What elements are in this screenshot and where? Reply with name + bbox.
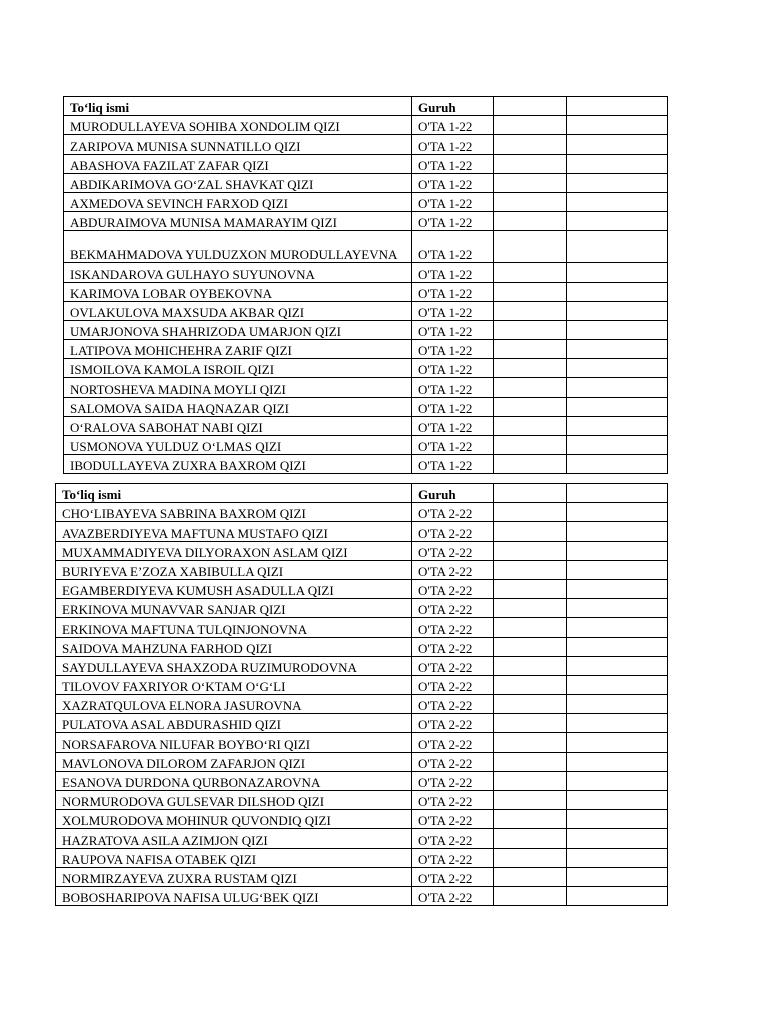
table-row bbox=[56, 695, 668, 714]
cell-empty bbox=[494, 522, 567, 541]
cell-group: O'TA 1-22 bbox=[412, 282, 494, 301]
cell-empty bbox=[494, 867, 567, 886]
cell-group: O'TA 2-22 bbox=[412, 637, 494, 656]
cell-full-name: USMONOVA YULDUZ O‘LMAS QIZI bbox=[64, 436, 412, 455]
cell-empty bbox=[567, 752, 668, 771]
cell-group: O'TA 2-22 bbox=[412, 656, 494, 675]
cell-empty bbox=[494, 791, 567, 810]
cell-empty bbox=[494, 541, 567, 560]
cell-full-name: PULATOVA ASAL ABDURASHID QIZI bbox=[56, 714, 412, 733]
cell-group: O'TA 2-22 bbox=[412, 829, 494, 848]
cell-empty bbox=[494, 455, 567, 474]
table-row bbox=[56, 714, 668, 733]
cell-empty bbox=[567, 599, 668, 618]
cell-empty bbox=[567, 829, 668, 848]
cell-group: O'TA 2-22 bbox=[412, 579, 494, 598]
cell-empty bbox=[567, 135, 668, 154]
table-row bbox=[64, 436, 668, 455]
cell-empty bbox=[494, 416, 567, 435]
cell-group: O'TA 1-22 bbox=[412, 212, 494, 231]
table-row bbox=[56, 886, 668, 905]
cell-full-name: NORMIRZAYEVA ZUXRA RUSTAM QIZI bbox=[56, 867, 412, 886]
cell-empty bbox=[567, 320, 668, 339]
cell-empty bbox=[494, 618, 567, 637]
cell-full-name: ABDURAIMOVA MUNISA MAMARAYIM QIZI bbox=[64, 212, 412, 231]
cell-empty bbox=[567, 340, 668, 359]
table-row bbox=[64, 301, 668, 320]
cell-empty bbox=[494, 282, 567, 301]
cell-group: O'TA 2-22 bbox=[412, 695, 494, 714]
table-row bbox=[56, 733, 668, 752]
cell-full-name: MURODULLAYEVA SOHIBA XONDOLIM QIZI bbox=[64, 116, 412, 135]
table-row bbox=[56, 771, 668, 790]
cell-empty bbox=[494, 154, 567, 173]
table-row bbox=[56, 503, 668, 522]
table-row bbox=[64, 340, 668, 359]
cell-empty bbox=[567, 522, 668, 541]
cell-empty bbox=[494, 97, 567, 116]
table-row bbox=[56, 867, 668, 886]
cell-empty bbox=[567, 212, 668, 231]
cell-empty bbox=[567, 263, 668, 282]
table-row bbox=[64, 416, 668, 435]
column-header-name: To‘liq ismi bbox=[64, 97, 412, 116]
cell-empty bbox=[494, 212, 567, 231]
cell-empty bbox=[494, 810, 567, 829]
cell-full-name: SALOMOVA SAIDA HAQNAZAR QIZI bbox=[64, 397, 412, 416]
cell-full-name: O‘RALOVA SABOHAT NABI QIZI bbox=[64, 416, 412, 435]
cell-full-name: NORMURODOVA GULSEVAR DILSHOD QIZI bbox=[56, 791, 412, 810]
table-row bbox=[56, 810, 668, 829]
cell-empty bbox=[567, 154, 668, 173]
cell-group: O'TA 2-22 bbox=[412, 886, 494, 905]
cell-group: O'TA 2-22 bbox=[412, 771, 494, 790]
table-header-row bbox=[56, 484, 668, 503]
cell-group: O'TA 2-22 bbox=[412, 867, 494, 886]
cell-group: O'TA 2-22 bbox=[412, 599, 494, 618]
table-row bbox=[56, 848, 668, 867]
cell-group: O'TA 1-22 bbox=[412, 116, 494, 135]
table-row bbox=[64, 359, 668, 378]
cell-empty bbox=[494, 231, 567, 263]
cell-empty bbox=[567, 867, 668, 886]
table-row bbox=[56, 752, 668, 771]
table-row bbox=[56, 656, 668, 675]
cell-empty bbox=[567, 192, 668, 211]
cell-empty bbox=[567, 560, 668, 579]
table-row bbox=[64, 192, 668, 211]
table-row bbox=[64, 263, 668, 282]
cell-empty bbox=[567, 618, 668, 637]
cell-full-name: XOLMURODOVA MOHINUR QUVONDIQ QIZI bbox=[56, 810, 412, 829]
table-row bbox=[64, 116, 668, 135]
cell-full-name: MAVLONOVA DILOROM ZAFARJON QIZI bbox=[56, 752, 412, 771]
cell-full-name: ERKINOVA MUNAVVAR SANJAR QIZI bbox=[56, 599, 412, 618]
cell-empty bbox=[567, 733, 668, 752]
table-row bbox=[64, 212, 668, 231]
cell-empty bbox=[494, 560, 567, 579]
table-row bbox=[56, 791, 668, 810]
table-row bbox=[56, 618, 668, 637]
cell-empty bbox=[494, 599, 567, 618]
cell-empty bbox=[567, 771, 668, 790]
cell-empty bbox=[494, 263, 567, 282]
table-row bbox=[56, 637, 668, 656]
cell-empty bbox=[494, 340, 567, 359]
table-row bbox=[56, 829, 668, 848]
cell-group: O'TA 2-22 bbox=[412, 522, 494, 541]
cell-empty bbox=[567, 282, 668, 301]
cell-empty bbox=[494, 503, 567, 522]
cell-empty bbox=[567, 416, 668, 435]
cell-group: O'TA 1-22 bbox=[412, 320, 494, 339]
cell-group: O'TA 2-22 bbox=[412, 733, 494, 752]
cell-empty bbox=[494, 484, 567, 503]
table-row bbox=[64, 231, 668, 263]
cell-group: O'TA 1-22 bbox=[412, 231, 494, 263]
cell-empty bbox=[567, 675, 668, 694]
cell-group: O'TA 1-22 bbox=[412, 455, 494, 474]
column-header-group: Guruh bbox=[412, 484, 494, 503]
cell-empty bbox=[494, 752, 567, 771]
cell-empty bbox=[567, 695, 668, 714]
cell-empty bbox=[494, 135, 567, 154]
cell-group: O'TA 2-22 bbox=[412, 503, 494, 522]
cell-full-name: BOBOSHARIPOVA NAFISA ULUG‘BEK QIZI bbox=[56, 886, 412, 905]
cell-full-name: KARIMOVA LOBAR OYBEKOVNA bbox=[64, 282, 412, 301]
cell-full-name: IBODULLAYEVA ZUXRA BAXROM QIZI bbox=[64, 455, 412, 474]
cell-empty bbox=[494, 116, 567, 135]
cell-full-name: HAZRATOVA ASILA AZIMJON QIZI bbox=[56, 829, 412, 848]
cell-empty bbox=[494, 397, 567, 416]
table-row bbox=[56, 599, 668, 618]
cell-full-name: TILOVOV FAXRIYOR O‘KTAM O‘G‘LI bbox=[56, 675, 412, 694]
cell-group: O'TA 1-22 bbox=[412, 359, 494, 378]
cell-full-name: ERKINOVA MAFTUNA TULQINJONOVNA bbox=[56, 618, 412, 637]
cell-empty bbox=[567, 656, 668, 675]
student-table-group-1 bbox=[63, 96, 668, 474]
cell-empty bbox=[494, 436, 567, 455]
cell-empty bbox=[567, 848, 668, 867]
cell-full-name: OVLAKULOVA MAXSUDA AKBAR QIZI bbox=[64, 301, 412, 320]
cell-empty bbox=[567, 359, 668, 378]
cell-full-name: UMARJONOVA SHAHRIZODA UMARJON QIZI bbox=[64, 320, 412, 339]
cell-full-name: NORTOSHEVA MADINA MOYLI QIZI bbox=[64, 378, 412, 397]
cell-group: O'TA 1-22 bbox=[412, 301, 494, 320]
cell-group: O'TA 1-22 bbox=[412, 416, 494, 435]
cell-empty bbox=[567, 810, 668, 829]
cell-empty bbox=[494, 695, 567, 714]
table-body bbox=[56, 484, 668, 906]
cell-group: O'TA 1-22 bbox=[412, 263, 494, 282]
cell-empty bbox=[567, 173, 668, 192]
cell-empty bbox=[567, 455, 668, 474]
cell-group: O'TA 2-22 bbox=[412, 675, 494, 694]
cell-empty bbox=[494, 378, 567, 397]
table-body bbox=[64, 97, 668, 474]
cell-empty bbox=[494, 192, 567, 211]
student-table-group-2 bbox=[55, 483, 668, 906]
cell-group: O'TA 2-22 bbox=[412, 848, 494, 867]
cell-empty bbox=[567, 436, 668, 455]
cell-empty bbox=[567, 378, 668, 397]
cell-empty bbox=[567, 484, 668, 503]
cell-empty bbox=[567, 301, 668, 320]
table-row bbox=[64, 135, 668, 154]
cell-full-name: RAUPOVA NAFISA OTABEK QIZI bbox=[56, 848, 412, 867]
table-row bbox=[56, 579, 668, 598]
cell-empty bbox=[567, 886, 668, 905]
cell-group: O'TA 2-22 bbox=[412, 541, 494, 560]
cell-empty bbox=[567, 579, 668, 598]
cell-empty bbox=[494, 359, 567, 378]
table-row bbox=[64, 282, 668, 301]
cell-empty bbox=[567, 714, 668, 733]
cell-empty bbox=[494, 771, 567, 790]
cell-group: O'TA 2-22 bbox=[412, 618, 494, 637]
table-row bbox=[64, 173, 668, 192]
table-row bbox=[56, 522, 668, 541]
cell-group: O'TA 2-22 bbox=[412, 714, 494, 733]
cell-group: O'TA 1-22 bbox=[412, 397, 494, 416]
table-row bbox=[64, 154, 668, 173]
cell-full-name: MUXAMMADIYEVA DILYORAXON ASLAM QIZI bbox=[56, 541, 412, 560]
table-row bbox=[56, 541, 668, 560]
cell-empty bbox=[567, 541, 668, 560]
cell-empty bbox=[494, 656, 567, 675]
cell-empty bbox=[567, 97, 668, 116]
cell-empty bbox=[567, 791, 668, 810]
cell-group: O'TA 1-22 bbox=[412, 378, 494, 397]
cell-group: O'TA 1-22 bbox=[412, 154, 494, 173]
table-row bbox=[64, 378, 668, 397]
cell-empty bbox=[494, 675, 567, 694]
cell-group: O'TA 1-22 bbox=[412, 135, 494, 154]
cell-empty bbox=[494, 637, 567, 656]
cell-empty bbox=[494, 829, 567, 848]
cell-group: O'TA 2-22 bbox=[412, 560, 494, 579]
cell-full-name: ZARIPOVA MUNISA SUNNATILLO QIZI bbox=[64, 135, 412, 154]
cell-full-name: XAZRATQULOVA ELNORA JASUROVNA bbox=[56, 695, 412, 714]
cell-full-name: CHO‘LIBAYEVA SABRINA BAXROM QIZI bbox=[56, 503, 412, 522]
cell-full-name: SAYDULLAYEVA SHAXZODA RUZIMURODOVNA bbox=[56, 656, 412, 675]
table-row bbox=[56, 560, 668, 579]
cell-full-name: ESANOVA DURDONA QURBONAZAROVNA bbox=[56, 771, 412, 790]
column-header-group: Guruh bbox=[412, 97, 494, 116]
cell-empty bbox=[494, 301, 567, 320]
cell-full-name: ISKANDAROVA GULHAYO SUYUNOVNA bbox=[64, 263, 412, 282]
cell-empty bbox=[494, 320, 567, 339]
cell-empty bbox=[494, 579, 567, 598]
cell-full-name: BEKMAHMADOVA YULDUZXON MURODULLAYEVNA bbox=[64, 231, 412, 263]
cell-empty bbox=[567, 637, 668, 656]
cell-empty bbox=[494, 886, 567, 905]
cell-full-name: ABASHOVA FAZILAT ZAFAR QIZI bbox=[64, 154, 412, 173]
cell-group: O'TA 1-22 bbox=[412, 173, 494, 192]
cell-group: O'TA 2-22 bbox=[412, 752, 494, 771]
cell-full-name: SAIDOVA MAHZUNA FARHOD QIZI bbox=[56, 637, 412, 656]
cell-full-name: ISMOILOVA KAMOLA ISROIL QIZI bbox=[64, 359, 412, 378]
cell-full-name: AXMEDOVA SEVINCH FARXOD QIZI bbox=[64, 192, 412, 211]
cell-full-name: AVAZBERDIYEVA MAFTUNA MUSTAFO QIZI bbox=[56, 522, 412, 541]
table-row bbox=[64, 320, 668, 339]
cell-full-name: BURIYEVA E’ZOZA XABIBULLA QIZI bbox=[56, 560, 412, 579]
cell-empty bbox=[494, 714, 567, 733]
cell-empty bbox=[494, 173, 567, 192]
cell-empty bbox=[494, 848, 567, 867]
table-header-row bbox=[64, 97, 668, 116]
cell-empty bbox=[494, 733, 567, 752]
cell-group: O'TA 1-22 bbox=[412, 192, 494, 211]
cell-empty bbox=[567, 503, 668, 522]
cell-group: O'TA 2-22 bbox=[412, 791, 494, 810]
cell-group: O'TA 1-22 bbox=[412, 340, 494, 359]
table-row bbox=[64, 397, 668, 416]
table-row bbox=[56, 675, 668, 694]
column-header-name: To‘liq ismi bbox=[56, 484, 412, 503]
table-row bbox=[64, 455, 668, 474]
cell-full-name: ABDIKARIMOVA GO‘ZAL SHAVKAT QIZI bbox=[64, 173, 412, 192]
cell-group: O'TA 2-22 bbox=[412, 810, 494, 829]
cell-full-name: LATIPOVA MOHICHEHRA ZARIF QIZI bbox=[64, 340, 412, 359]
cell-full-name: EGAMBERDIYEVA KUMUSH ASADULLA QIZI bbox=[56, 579, 412, 598]
cell-empty bbox=[567, 397, 668, 416]
cell-empty bbox=[567, 116, 668, 135]
cell-group: O'TA 1-22 bbox=[412, 436, 494, 455]
cell-full-name: NORSAFAROVA NILUFAR BOYBO‘RI QIZI bbox=[56, 733, 412, 752]
cell-empty bbox=[567, 231, 668, 263]
